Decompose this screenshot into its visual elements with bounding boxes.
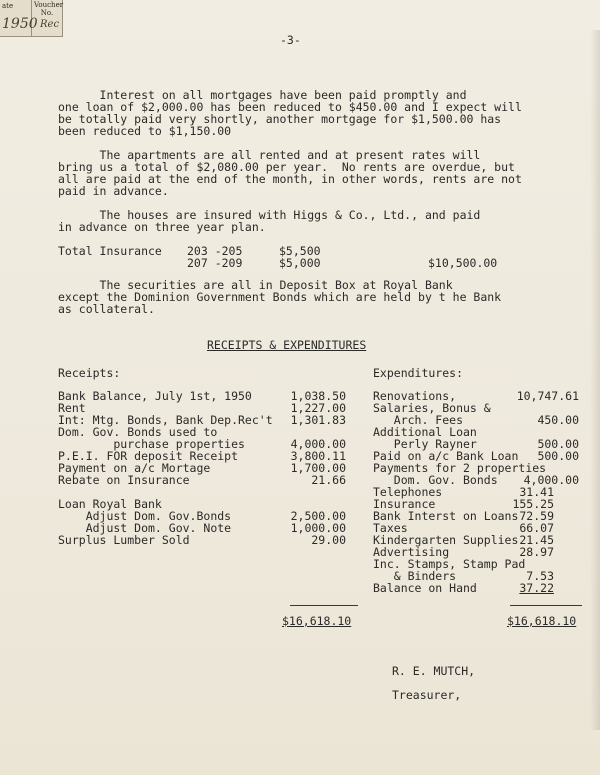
expenditure-label: Balance on Hand <box>373 581 477 595</box>
insurance-amount: $5,500 <box>279 244 321 258</box>
expenditure-amount: 155.25 <box>512 497 554 511</box>
expenditure-label: Renovations, <box>373 389 457 403</box>
expenditure-amount: 500.00 <box>537 449 579 463</box>
receipt-label: Rent <box>58 401 86 415</box>
expenditure-amount: 66.07 <box>519 521 554 535</box>
expenditure-label: Kindergarten Supplies <box>373 533 519 547</box>
expenditure-label: Payments for 2 properties <box>373 461 547 475</box>
expenditure-label: Arch. Fees <box>373 413 464 427</box>
receipt-label: Adjust Dom. Gov.Bonds <box>58 509 232 523</box>
receipt-label: Surplus Lumber Sold <box>58 533 190 547</box>
paragraph-line: The apartments are all rented and at present rates will <box>58 148 481 162</box>
receipt-amount: 2,500.00 <box>290 509 346 523</box>
expenditure-amount: 10,747.61 <box>516 389 579 403</box>
expenditure-amount: 37.22 <box>519 581 554 595</box>
expenditure-amount: 31.41 <box>519 485 554 499</box>
insurance-range: 203 -205 <box>187 244 243 258</box>
paragraph-line: except the Dominion Government Bonds which are held by t he Bank <box>58 290 502 304</box>
expenditure-amount: 500.00 <box>537 437 579 451</box>
receipt-label: Adjust Dom. Gov. Note <box>58 521 232 535</box>
receipt-label: Rebate on Insurance <box>58 473 190 487</box>
expenditures-total: $16,618.10 <box>507 614 577 628</box>
receipt-label: Payment on a/c Mortage <box>58 461 211 475</box>
receipt-label: Dom. Gov. Bonds used to <box>58 425 218 439</box>
page-edge-shadow <box>590 30 600 730</box>
receipts-total: $16,618.10 <box>282 614 352 628</box>
receipt-amount: 1,301.83 <box>290 413 346 427</box>
receipt-label: purchase properties <box>58 437 245 451</box>
expenditure-amount: 28.97 <box>519 545 554 559</box>
insurance-label: Total Insurance <box>58 244 162 258</box>
insurance-total: $10,500.00 <box>428 256 498 270</box>
insurance-amount: $5,000 <box>279 256 321 270</box>
paragraph-line: one loan of $2,000.00 has been reduced to $450.00 and I expect will <box>58 100 522 114</box>
expenditure-label: Bank Interst on Loans <box>373 509 519 523</box>
paragraph-line: The securities are all in Deposit Box at Royal Bank <box>58 278 453 292</box>
paragraph-line: in advance on three year plan. <box>58 220 266 234</box>
expenditure-label: Dom. Gov. Bonds <box>373 473 498 487</box>
expenditures-sum-rule <box>510 605 582 606</box>
handwritten-year: 1950 <box>2 16 38 32</box>
receipt-amount: 1,227.00 <box>290 401 346 415</box>
signatory-name: R. E. MUTCH, <box>392 664 476 678</box>
page-number: -3- <box>280 33 301 47</box>
paragraph-line: paid in advance. <box>58 184 169 198</box>
expenditure-label: & Binders <box>373 569 457 583</box>
expenditure-label: Perly Rayner <box>373 437 477 451</box>
section-title: RECEIPTS & EXPENDITURES <box>207 338 367 352</box>
expenditure-amount: 4,000.00 <box>523 473 579 487</box>
receipts-heading: Receipts: <box>58 366 121 380</box>
receipts-sum-rule <box>290 605 358 606</box>
handwritten-note: Rec <box>40 19 60 30</box>
expenditures-heading: Expenditures: <box>373 366 464 380</box>
date-label: ate <box>2 2 14 10</box>
expenditure-label: Additional Loan <box>373 425 477 439</box>
receipt-label: P.E.I. FOR deposit Receipt <box>58 449 239 463</box>
paragraph-line: be totally paid very shortly, another mortgage for $1,500.00 has <box>58 112 502 126</box>
receipt-amount: 1,038.50 <box>290 389 346 403</box>
receipt-amount: 3,800.11 <box>290 449 346 463</box>
paragraph-line: been reduced to $1,150.00 <box>58 124 232 138</box>
insurance-range: 207 -209 <box>187 256 243 270</box>
receipt-amount: 1,700.00 <box>290 461 346 475</box>
receipt-label: Int: Mtg. Bonds, Bank Dep.Rec't <box>58 413 273 427</box>
paragraph-line: The houses are insured with Higgs & Co., Ltd., and paid <box>58 208 481 222</box>
paragraph-line: bring us a total of $2,080.00 per year. No rents are overdue, but <box>58 160 515 174</box>
receipt-amount: 29.00 <box>311 533 346 547</box>
receipt-amount: 1,000.00 <box>290 521 346 535</box>
voucher-label: Voucher No. <box>34 1 64 17</box>
receipt-label: Loan Royal Bank <box>58 497 162 511</box>
paragraph-line: as collateral. <box>58 302 155 316</box>
expenditure-amount: 7.53 <box>526 569 554 583</box>
receipt-amount: 4,000.00 <box>290 437 346 451</box>
expenditure-label: Paid on a/c Bank Loan <box>373 449 519 463</box>
expenditure-label: Insurance <box>373 497 436 511</box>
expenditure-amount: 450.00 <box>537 413 579 427</box>
expenditure-label: Advertising <box>373 545 450 559</box>
expenditure-label: Inc. Stamps, Stamp Pad <box>373 557 526 571</box>
expenditure-label: Salaries, Bonus & <box>373 401 491 415</box>
expenditure-label: Taxes <box>373 521 408 535</box>
receipt-amount: 21.66 <box>311 473 346 487</box>
signatory-title: Treasurer, <box>392 688 462 702</box>
expenditure-amount: 21.45 <box>519 533 554 547</box>
paragraph-line: Interest on all mortgages have been paid promptly and <box>58 88 467 102</box>
paragraph-line: all are paid at the end of the month, in other words, rents are not <box>58 172 522 186</box>
expenditure-amount: 72.59 <box>519 509 554 523</box>
voucher-corner-box <box>0 0 63 37</box>
expenditure-label: Telephones <box>373 485 443 499</box>
receipt-label: Bank Balance, July 1st, 1950 <box>58 389 252 403</box>
